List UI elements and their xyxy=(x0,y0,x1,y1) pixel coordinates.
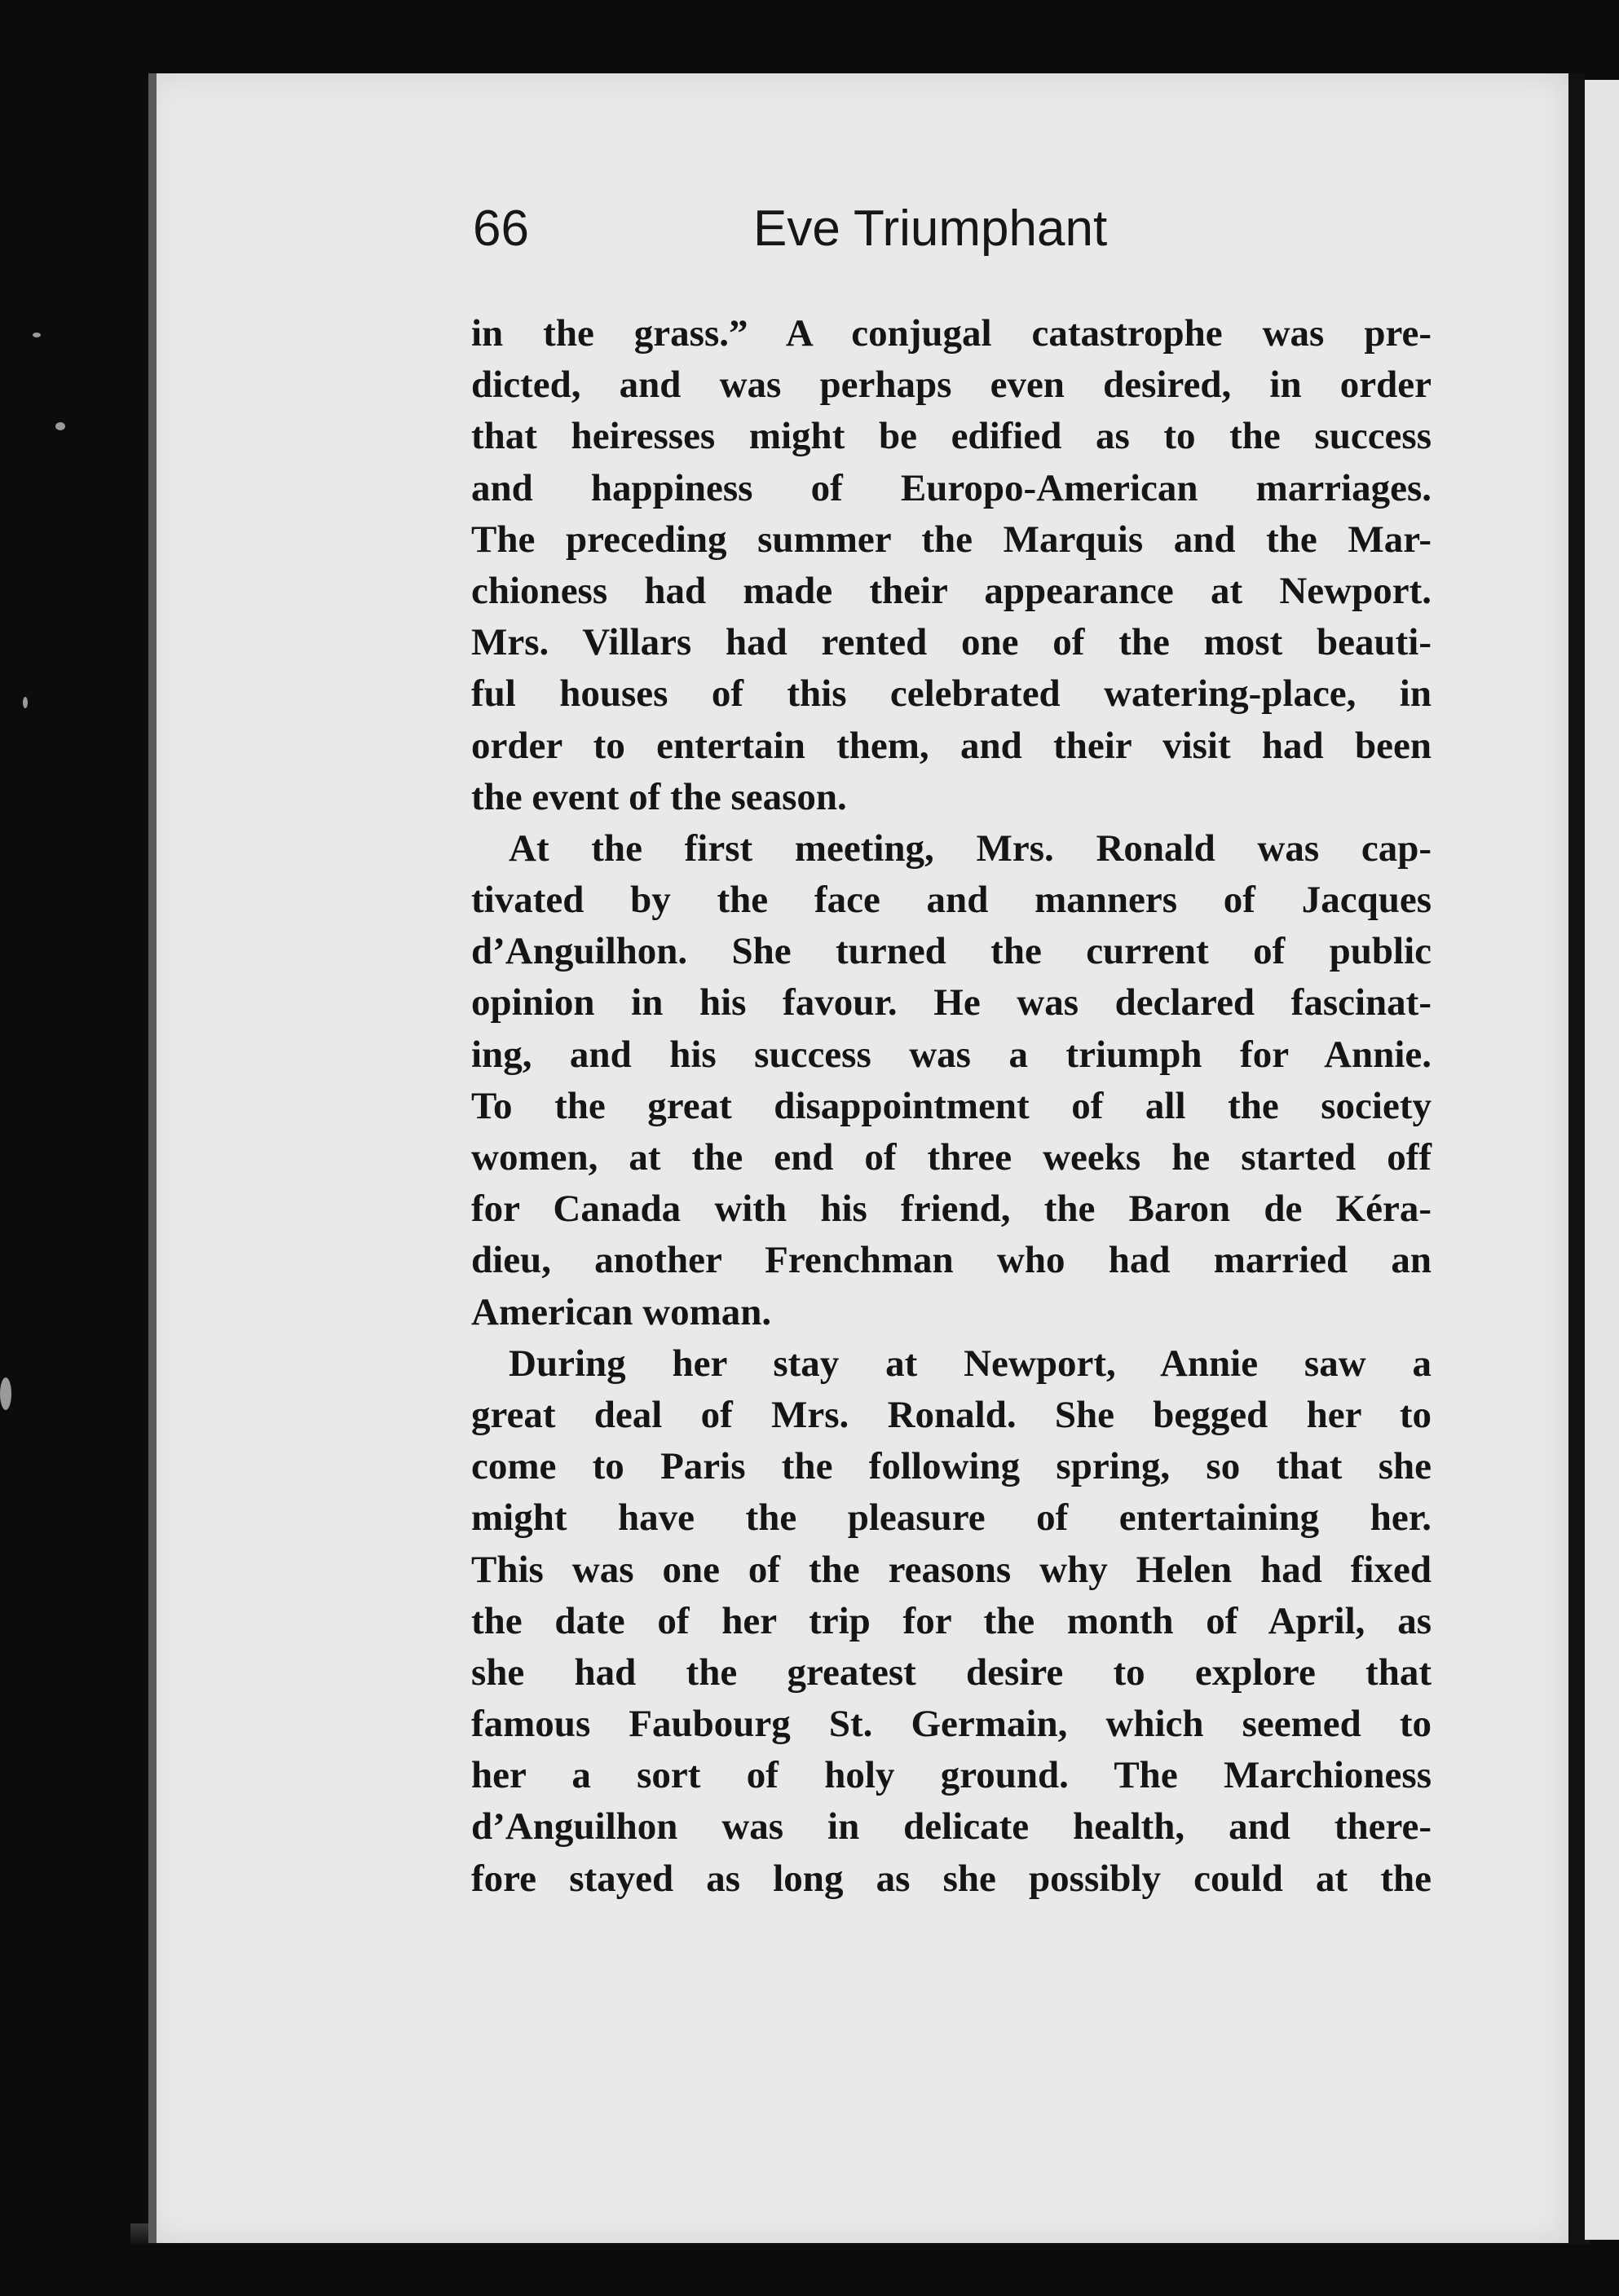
scan-speck xyxy=(55,422,65,430)
text-line: Mrs. Villars had rented one of the most beauti- xyxy=(471,621,1432,664)
text-line: The preceding summer the Marquis and the Mar- xyxy=(471,518,1432,561)
page-number: 66 xyxy=(473,201,529,257)
text-line: ing, and his success was a triumph for Annie. xyxy=(471,1033,1432,1076)
text-line: To the great disappointment of all the society xyxy=(471,1084,1432,1127)
text-line: During her stay at Newport, Annie saw a xyxy=(509,1342,1432,1385)
text-line: dicted, and was perhaps even desired, in order xyxy=(471,364,1432,407)
text-line: women, at the end of three weeks he started off xyxy=(471,1136,1432,1179)
text-line: that heiresses might be edified as to the success xyxy=(471,415,1432,458)
text-line: opinion in his favour. He was declared fascinat- xyxy=(471,981,1432,1025)
text-line: her a sort of holy ground. The Marchioness xyxy=(471,1754,1432,1797)
text-line: ful houses of this celebrated watering-place, in xyxy=(471,672,1432,716)
scan-speck xyxy=(0,1377,11,1410)
text-line: might have the pleasure of entertaining her. xyxy=(471,1496,1432,1540)
text-line: she had the greatest desire to explore that xyxy=(471,1650,1432,1694)
body-text xyxy=(471,308,1432,1905)
text-line: American woman. xyxy=(471,1290,772,1333)
text-line: and happiness of Europo-American marriages. xyxy=(471,466,1432,509)
text-line: in the grass.” A conjugal catastrophe was pre- xyxy=(471,312,1432,355)
text-line: famous Faubourg St. Germain, which seemed to xyxy=(471,1703,1432,1746)
text-line: At the first meeting, Mrs. Ronald was cap- xyxy=(509,826,1432,870)
text-line: come to Paris the following spring, so that she xyxy=(471,1445,1432,1488)
text-line: This was one of the reasons why Helen had fixed xyxy=(471,1548,1432,1591)
text-line: great deal of Mrs. Ronald. She begged her to xyxy=(471,1393,1432,1436)
text-line: dieu, another Frenchman who had married an xyxy=(471,1239,1432,1282)
text-line: for Canada with his friend, the Baron de Kéra- xyxy=(471,1188,1432,1231)
page-left-edge xyxy=(148,73,157,2243)
scan-margin-artifacts xyxy=(0,0,147,2296)
text-line: chioness had made their appearance at Newport. xyxy=(471,569,1432,612)
text-line: d’Anguilhon was in delicate health, and there- xyxy=(471,1805,1432,1849)
text-line: fore stayed as long as she possibly could at the xyxy=(471,1857,1432,1900)
text-line: order to entertain them, and their visit had been xyxy=(471,724,1432,767)
text-line: tivated by the face and manners of Jacques xyxy=(471,879,1432,922)
scan-speck xyxy=(23,697,28,708)
running-title: Eve Triumphant xyxy=(753,201,1108,257)
text-line: d’Anguilhon. She turned the current of public xyxy=(471,930,1432,973)
text-line: the date of her trip for the month of April, as xyxy=(471,1599,1432,1642)
facing-page-edge xyxy=(1585,80,1619,2240)
running-head xyxy=(473,200,1174,265)
text-line: the event of the season. xyxy=(471,775,847,818)
scan-speck xyxy=(33,333,41,337)
book-gutter xyxy=(1568,73,1585,2243)
